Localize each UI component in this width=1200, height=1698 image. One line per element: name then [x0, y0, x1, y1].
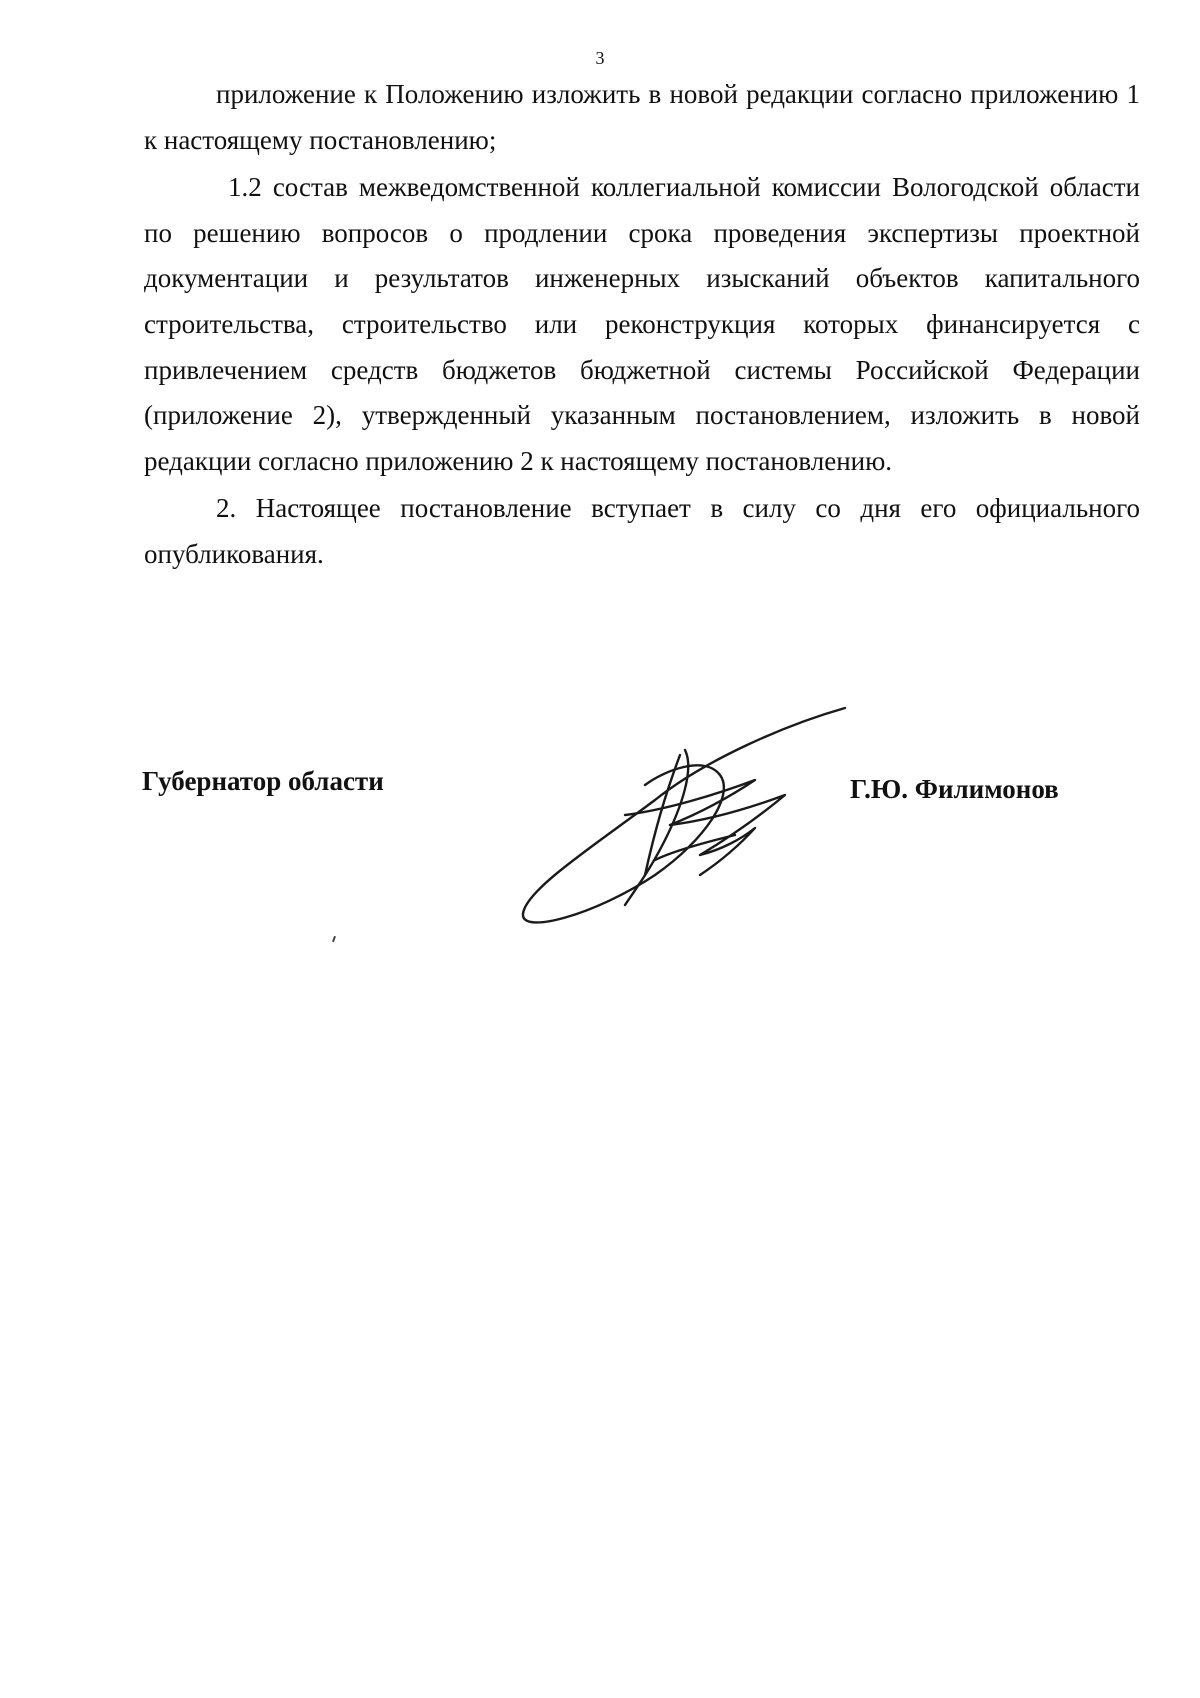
- signatory-name: Г.Ю. Филимонов: [850, 774, 1059, 804]
- ink-speck: [332, 936, 336, 942]
- document-body: [144, 72, 1140, 578]
- page-number: 3: [595, 48, 605, 68]
- paragraph-commission-composition: 1.2 состав межведомственной коллегиальной комиссии Вологодской области по решению вопросов о продлении срока проведения экспертизы проектной документации и результатов инженерных изысканий объектов капитального строительства, строительство или реконструкция которых финансируется с привлечением средств бюджетов бюджетной системы Российской Федерации (приложение 2), утвержденный указанным постановлением, изложить в новой редакции согласно приложению 2 к настоящему постановлению.: [144, 172, 1140, 476]
- paragraph-annex-1: приложение к Положению изложить в новой редакции согласно приложению 1 к настоящему постановлению;: [144, 79, 1140, 155]
- handwritten-signature: [505, 700, 855, 925]
- paragraph-entry-into-force: 2. Настоящее постановление вступает в силу со дня его официального опубликования.: [144, 493, 1140, 569]
- signatory-title: Губернатор области: [142, 766, 384, 796]
